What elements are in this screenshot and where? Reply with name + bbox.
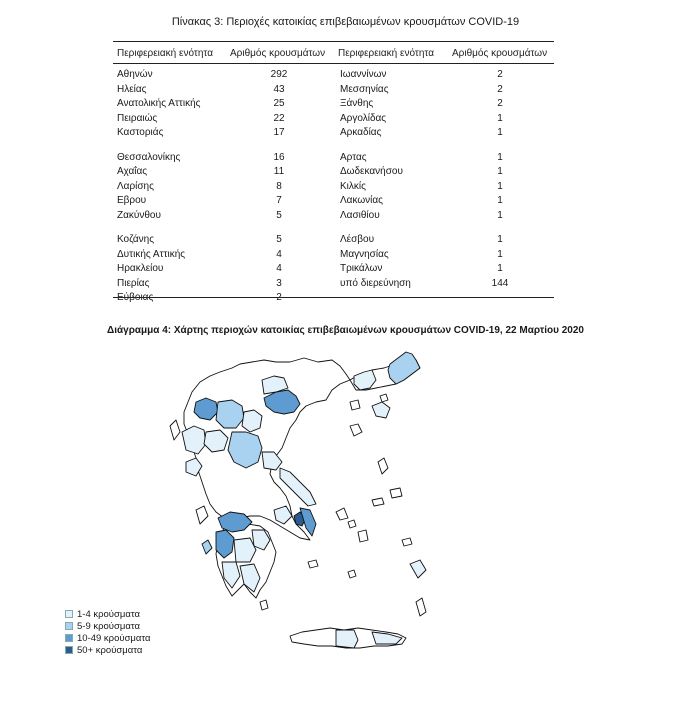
region-name-cell: Εύβοιας: [117, 292, 154, 303]
region-name-cell: Αρκαδίας: [340, 127, 382, 138]
region-name-cell: Καστοριάς: [117, 127, 164, 138]
legend-label: 5-9 κρούσματα: [77, 620, 140, 632]
legend-swatch: [65, 646, 73, 654]
region-lesvos: [372, 402, 390, 418]
region-name-cell: Λαρίσης: [117, 180, 154, 192]
case-count-cell: 4: [276, 263, 282, 274]
case-count-cell: 16: [273, 151, 285, 163]
map-legend: [65, 608, 151, 656]
island-milos: [308, 560, 318, 568]
case-count-cell: 2: [497, 83, 503, 95]
left-region-column: [117, 68, 227, 306]
legend-item: [65, 632, 151, 644]
case-count-cell: 3: [276, 277, 282, 289]
case-count-cell: 5: [276, 209, 282, 221]
case-count-cell: 4: [276, 248, 282, 260]
region-dodecanese: [410, 560, 426, 578]
region-name-cell: Αρτας: [340, 151, 367, 163]
region-name-cell: Ανατολικής Αττικής: [117, 98, 201, 109]
region-name-cell: Πειραιώς: [117, 112, 158, 124]
case-count-cell: 25: [273, 98, 285, 109]
region-zakynthos: [202, 540, 212, 554]
case-count-cell: 144: [491, 277, 509, 289]
region-name-cell: Κοζάνης: [117, 234, 155, 245]
header-region-left: Περιφερειακή ενότητα: [117, 48, 214, 59]
region-name-cell: Κιλκίς: [340, 180, 366, 192]
case-count-cell: 292: [270, 69, 288, 80]
island-corfu: [170, 420, 180, 440]
legend-item: [65, 644, 151, 656]
case-count-cell: 1: [497, 180, 503, 192]
region-heraklion: [336, 630, 358, 648]
case-count-cell: 1: [497, 209, 503, 221]
region-name-cell: Ξάνθης: [340, 98, 374, 109]
island-samos: [390, 488, 402, 498]
region-name-cell: Ηλείας: [117, 83, 147, 95]
right-cases-column: [452, 68, 548, 291]
case-count-cell: 22: [273, 112, 285, 124]
island-thasos: [350, 400, 360, 410]
island-tinos: [348, 520, 356, 528]
legend-label: 50+ κρούσματα: [77, 644, 143, 656]
case-count-cell: 8: [276, 180, 282, 192]
island-andros: [336, 508, 348, 520]
case-count-cell: 1: [497, 112, 503, 124]
case-count-cell: 11: [273, 166, 285, 177]
map-caption: Διάγραμμα 4: Χάρτης περιοχών κατοικίας επιβεβαιωμένων κρουσμάτων COVID-19, 22 Μαρτίου 2020: [107, 325, 584, 336]
region-kozani: [216, 400, 244, 428]
case-count-cell: 17: [273, 127, 285, 138]
case-count-cell: 1: [497, 248, 503, 260]
left-cases-column: [230, 68, 328, 306]
header-cases-left: Αριθμός κρουσμάτων: [230, 48, 326, 59]
region-name-cell: Ιωαννίνων: [340, 69, 387, 80]
region-name-cell: Ηρακλείου: [117, 263, 164, 274]
region-name-cell: Λακωνίας: [340, 195, 383, 206]
region-magnesia: [262, 452, 282, 470]
region-name-cell: Αχαΐας: [117, 166, 148, 177]
region-name-cell: υπό διερεύνηση: [340, 277, 411, 289]
region-name-cell: Θεσσαλονίκης: [117, 151, 181, 163]
island-karpathos: [416, 598, 426, 616]
island-naxos: [358, 530, 368, 542]
legend-label: 1-4 κρούσματα: [77, 608, 140, 620]
legend-item: [65, 620, 151, 632]
region-name-cell: Αργολίδας: [340, 112, 387, 124]
island-kythira: [260, 600, 268, 610]
right-region-column: [340, 68, 450, 291]
region-name-cell: Τρικάλων: [340, 263, 383, 274]
case-count-cell: 2: [276, 292, 282, 303]
island-samothraki: [380, 394, 388, 402]
region-name-cell: Μαγνησίας: [340, 248, 389, 260]
island-chios: [378, 458, 388, 474]
case-count-cell: 7: [276, 195, 282, 206]
table-top-rule: [113, 41, 554, 42]
case-count-cell: 1: [497, 127, 503, 138]
case-count-cell: 1: [497, 234, 503, 245]
case-count-cell: 43: [273, 83, 285, 95]
header-cases-right: Αριθμός κρουσμάτων: [452, 48, 548, 59]
table-title: Πίνακας 3: Περιοχές κατοικίας επιβεβαιωμένων κρουσμάτων COVID-19: [171, 16, 520, 28]
region-name-cell: Δωδεκανήσου: [340, 166, 403, 177]
greece-map: [140, 340, 480, 665]
region-name-cell: Ζακύνθου: [117, 209, 161, 221]
case-count-cell: 2: [497, 69, 503, 80]
legend-swatch: [65, 634, 73, 642]
table-header-rule: [113, 63, 554, 64]
case-count-cell: 2: [497, 98, 503, 109]
header-region-right: Περιφερειακή ενότητα: [338, 48, 435, 59]
island-ikaria: [372, 498, 384, 506]
region-name-cell: Λασιθίου: [340, 209, 380, 221]
case-count-cell: 1: [497, 151, 503, 163]
table-bottom-rule: [113, 297, 554, 298]
island-limnos: [350, 424, 362, 436]
legend-swatch: [65, 622, 73, 630]
case-count-cell: 1: [497, 166, 503, 177]
case-count-cell: 1: [497, 263, 503, 274]
legend-swatch: [65, 610, 73, 618]
legend-label: 10-49 κρούσματα: [77, 632, 151, 644]
island-kos: [402, 538, 412, 546]
region-name-cell: Δυτικής Αττικής: [117, 248, 186, 260]
region-pieria: [242, 410, 262, 432]
region-evros: [388, 352, 420, 384]
case-count-cell: 5: [276, 234, 282, 245]
region-name-cell: Μεσσηνίας: [340, 83, 389, 95]
region-name-cell: Λέσβου: [340, 234, 375, 245]
region-name-cell: Αθηνών: [117, 69, 153, 80]
region-name-cell: Εβρου: [117, 195, 147, 206]
region-name-cell: Πιερίας: [117, 277, 150, 289]
island-santorini: [348, 570, 356, 578]
case-count-cell: 1: [497, 195, 503, 206]
island-kefalonia: [196, 506, 208, 524]
legend-item: [65, 608, 151, 620]
